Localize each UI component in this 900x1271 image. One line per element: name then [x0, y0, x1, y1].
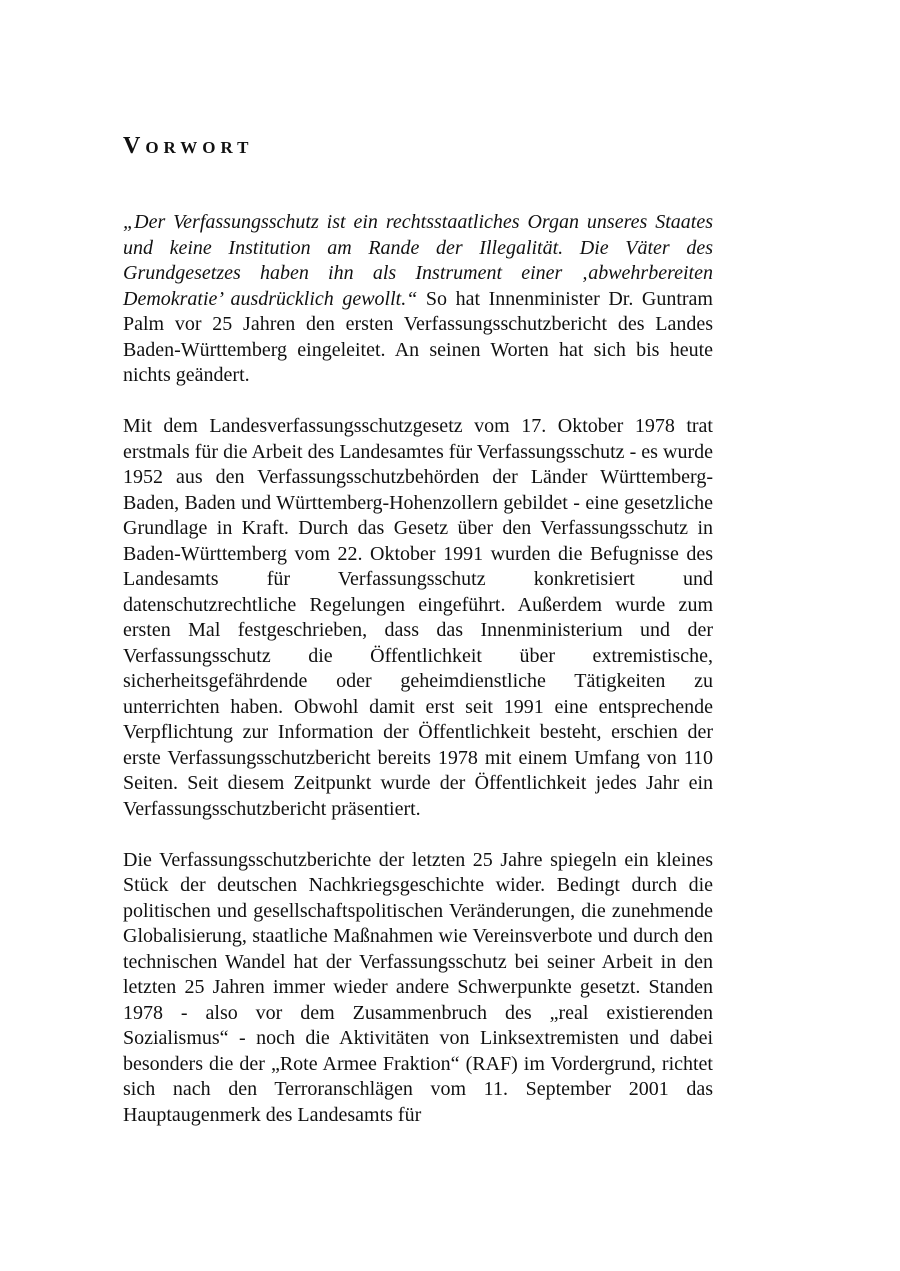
paragraph-2: Mit dem Landesverfassungsschutzgesetz vom 17. Oktober 1978 trat erstmals für die Arbeit des Landesamtes für Verfassungsschutz - es wurde 1952 aus den Verfassungsschutzbehörden der Länder Württemberg-Baden, Baden und Württemberg-Hohenzollern gebildet - eine gesetzliche Grundlage in Kraft. Durch das Gesetz über den Verfassungsschutz in Baden-Württemberg vom 22. Oktober 1991 wurden die Befugnisse des Landesamts für Verfassungsschutz konkretisiert und datenschutzrechtliche Regelungen eingeführt. Außerdem wurde zum ersten Mal festgeschrieben, dass das Innenministerium und der Verfassungsschutz die Öffentlichkeit über extremistische, sicherheitsgefährdende oder geheimdienstliche Tätigkeiten zu unterrichten haben. Obwohl damit erst seit 1991 eine entsprechende Verpflichtung zur Information der Öffentlichkeit besteht, erschien der erste Verfassungsschutzbericht bereits 1978 mit einem Umfang von 110 Seiten. Seit diesem Zeitpunkt wurde der Öffentlichkeit jedes Jahr ein Verfassungsschutzbericht präsentiert.	[123, 415, 713, 820]
paragraph-3: Die Verfassungsschutzberichte der letzten 25 Jahre spiegeln ein kleines Stück der deutschen Nachkriegsgeschichte wider. Bedingt durch die politischen und gesellschaftspolitischen Veränderungen, die zunehmende Globalisierung, staatliche Maßnahmen wie Vereinsverbote und durch den technischen Wandel hat der Verfassungsschutz bei seiner Arbeit in den letzten 25 Jahren immer wieder andere Schwerpunkte gesetzt. Standen 1978 - also vor dem Zusammenbruch des „real existierenden Sozialismus“ - noch die Aktivitäten von Linksextremisten und dabei besonders die der „Rote Armee Fraktion“ (RAF) im Vordergrund, richtet sich nach den Terroranschlägen vom 11. September 2001 das Hauptaugenmerk des Landesamts für	[123, 848, 713, 1126]
body-text	[123, 210, 713, 1154]
quote: „Der Verfassungsschutz ist ein rechtsstaatliches Organ unseres Staates und keine Institution am Rande der Illegalität. Die Väter des Grundgesetzes haben ihn als Instrument einer ‚abwehrbereiten Demokratie’ ausdrücklich gewollt.“	[123, 211, 713, 310]
page-title: Vorwort	[123, 133, 254, 159]
paragraph-1	[123, 210, 713, 389]
paragraph-1-text: So hat Innenminister Dr. Guntram Palm vor 25 Jahren den ersten Verfassungsschutzbericht des Landes Baden-Württemberg eingeleitet. An seinen Worten hat sich bis heute nichts geändert.	[123, 287, 713, 386]
